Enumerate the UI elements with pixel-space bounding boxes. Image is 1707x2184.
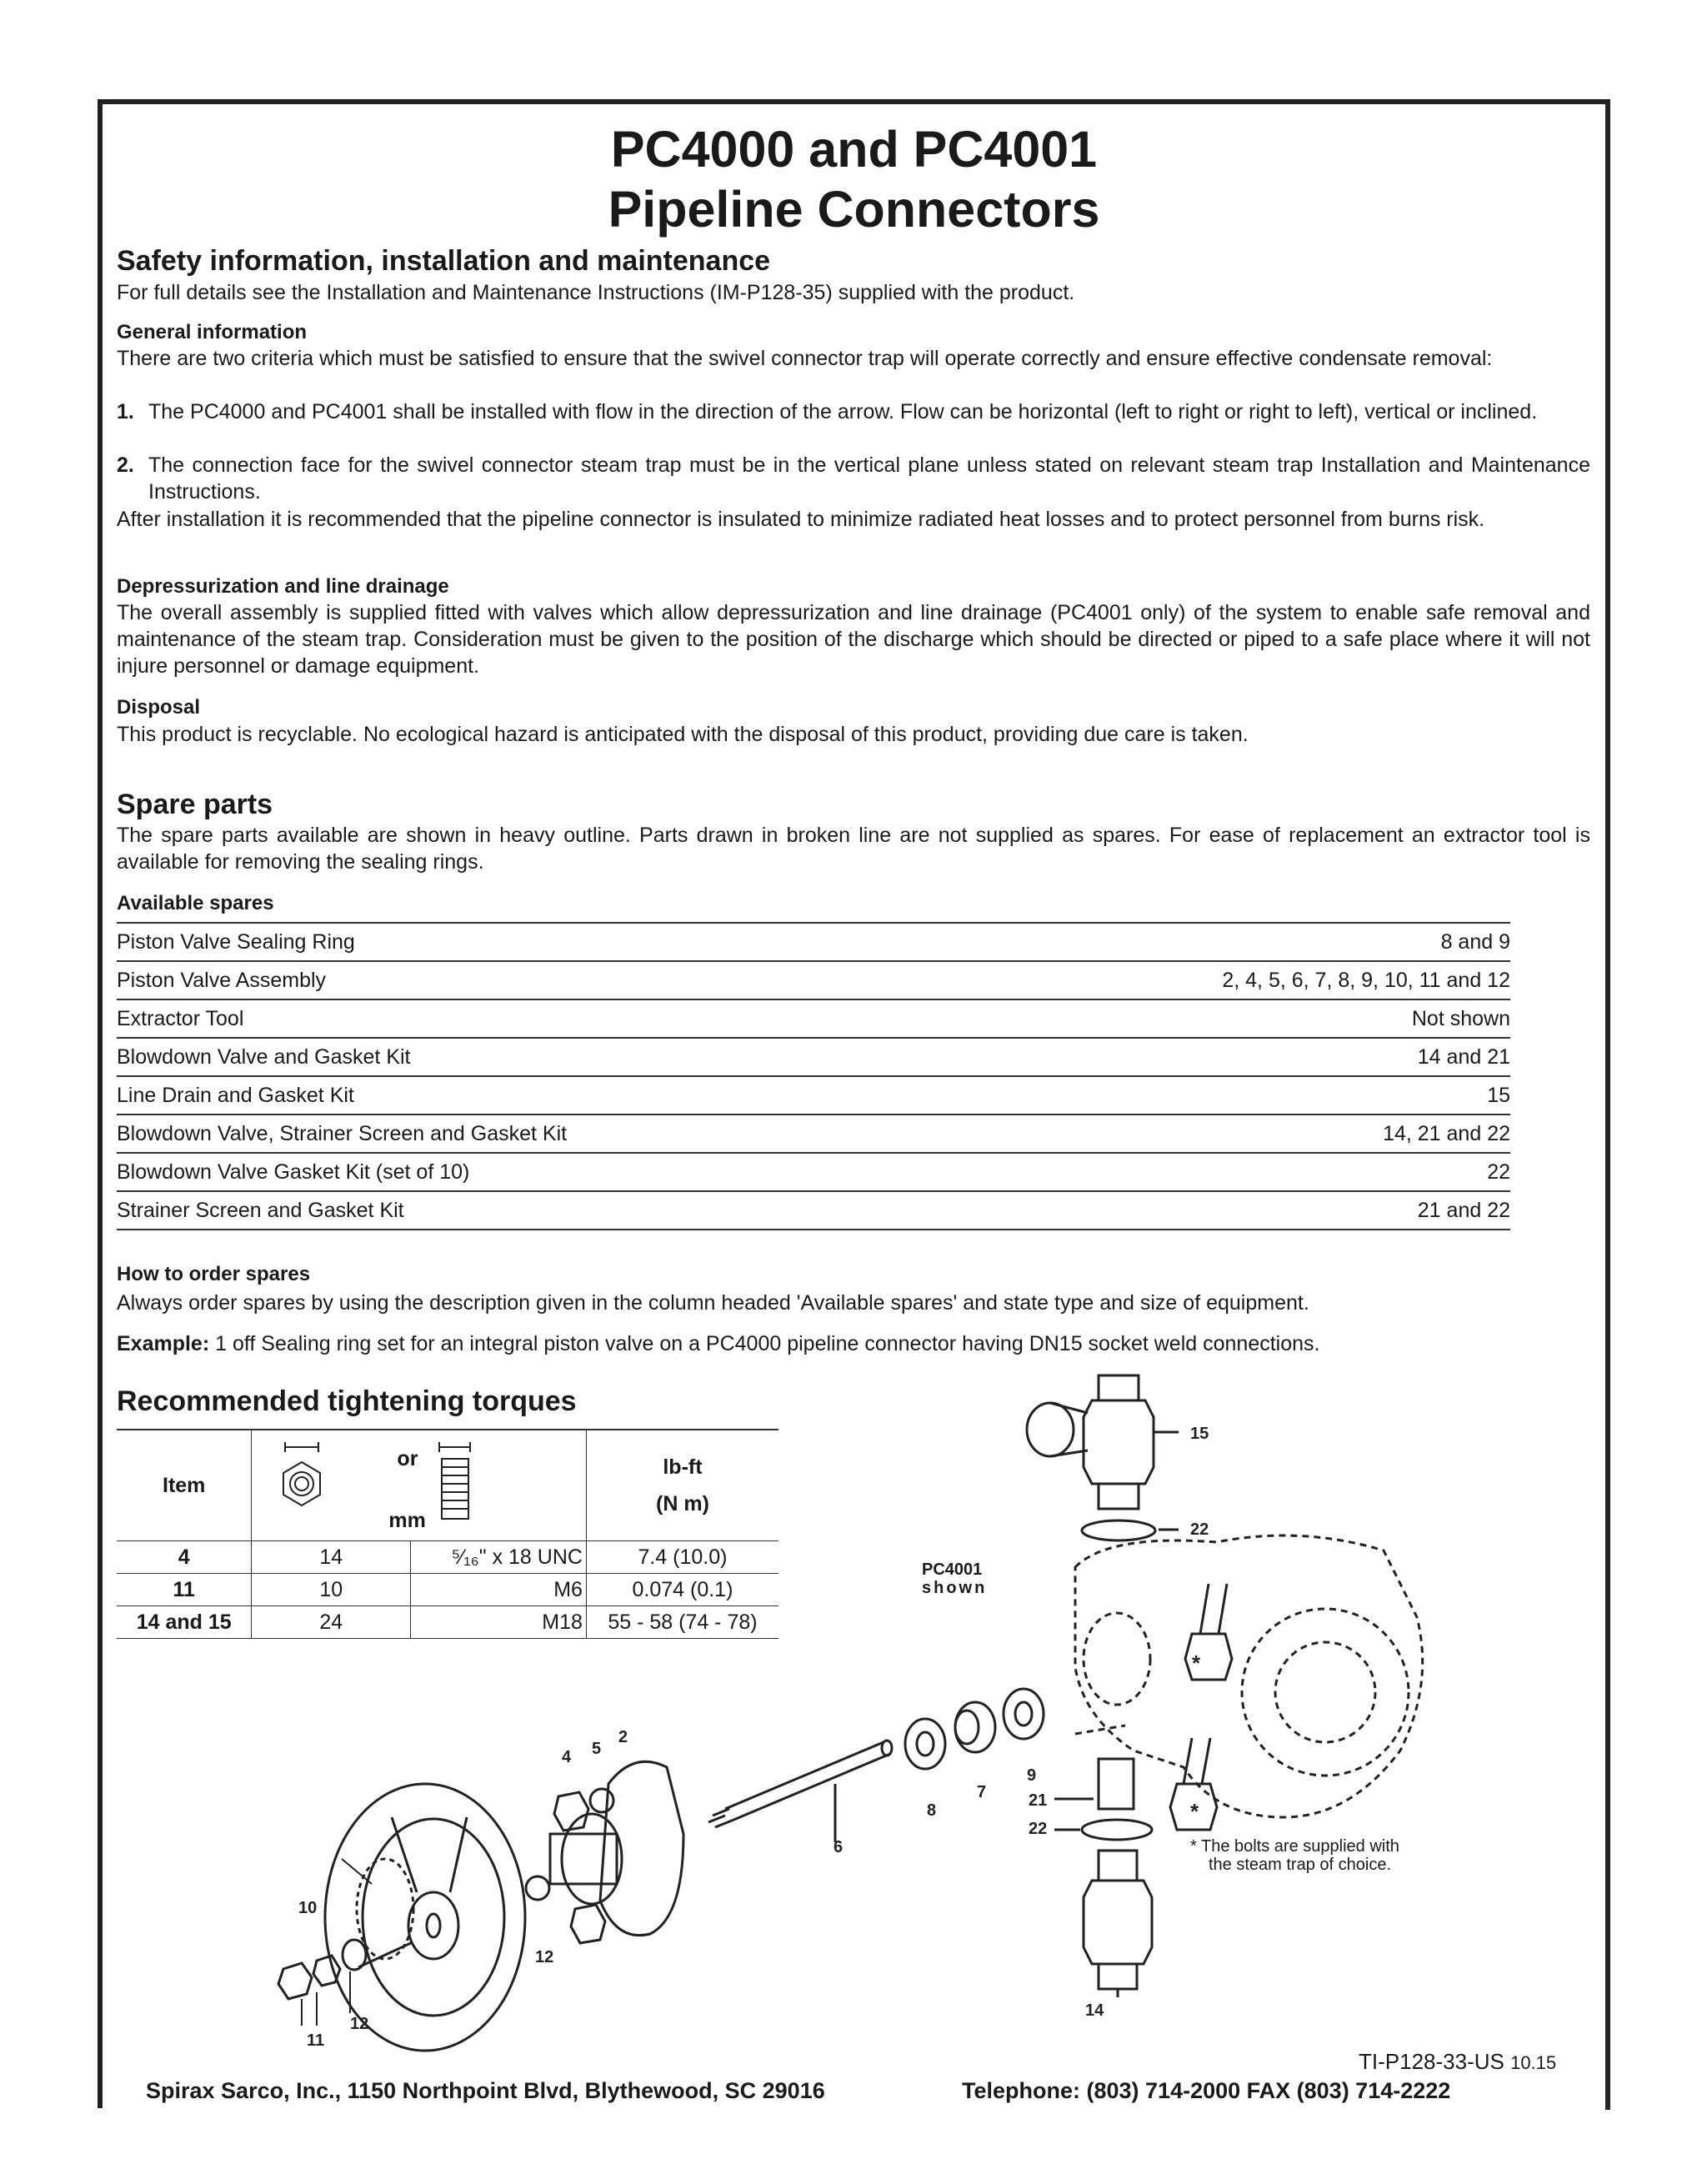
spare-name: Piston Valve Sealing Ring: [117, 923, 967, 961]
connector-body-outline: [1075, 1535, 1423, 1817]
header-mm: mm: [388, 1509, 426, 1532]
pc4001-shown-label: [922, 1560, 987, 1597]
document-title-line2: Pipeline Connectors: [608, 181, 1100, 238]
nut-11-small: [313, 1956, 340, 1986]
torque-thread: ⁵⁄₁₆" x 18 UNC: [411, 1541, 587, 1574]
label-15: 15: [1190, 1425, 1209, 1443]
safety-intro: For full details see the Installation and Maintenance Instructions (IM-P128-35) supplied with the product.: [117, 281, 1075, 304]
depressurization-text: The overall assembly is supplied fitted with valves which allow depressurization and line drainage (PC4001 only) of the system to enable safe removal and maintenance of the steam trap. Consideration must be given to the position of the discharge which should be directed or piped to a safe place where it will not injure personnel or damage equipment.: [117, 601, 1590, 678]
spare-parts-numbers: 2, 4, 5, 6, 7, 8, 9, 10, 11 and 12: [967, 961, 1510, 999]
spare-parts-numbers: 14, 21 and 22: [967, 1115, 1510, 1153]
torque-value: 55 - 58 (74 - 78): [586, 1606, 778, 1639]
label-star-upper: *: [1192, 1651, 1201, 1676]
general-info-text: There are two criteria which must be satisfied to ensure that the swivel connector trap will operate correctly and ensure effective condensate removal:: [117, 347, 1493, 370]
spare-parts-numbers: Not shown: [967, 999, 1510, 1038]
washer-12-lower: [343, 1940, 366, 1970]
header-or: or: [397, 1447, 418, 1470]
shown-line1: PC4001: [922, 1560, 983, 1579]
document-title-line1: PC4000 and PC4001: [610, 121, 1098, 178]
header-nm: (N m): [656, 1492, 709, 1515]
header-lbft: lb-ft: [663, 1455, 703, 1479]
valve-stem-6: [708, 1741, 892, 1842]
torque-thread: M18: [411, 1606, 587, 1639]
spare-parts-heading: Spare parts: [117, 789, 273, 820]
label-4: 4: [562, 1748, 572, 1766]
label-7: 7: [977, 1783, 987, 1801]
label-12-mid: 12: [535, 1948, 554, 1966]
note-line2: the steam trap of choice.: [1209, 1856, 1392, 1874]
disposal-text: This product is recyclable. No ecological hazard is anticipated with the disposal of this product, providing due care is taken.: [117, 723, 1249, 746]
after-installation-text: After installation it is recommended that the pipeline connector is insulated to minimize radiated heat losses and to protect personnel from burns risk.: [117, 508, 1485, 531]
spare-parts-numbers: 15: [967, 1076, 1510, 1115]
washer-12-mid: [526, 1876, 549, 1900]
criteria-text: The PC4000 and PC4001 shall be installed with flow in the direction of the arrow. Flow can be horizontal (left to right or right to left), vertical or inclined.: [148, 400, 1538, 423]
spare-name: Extractor Tool: [117, 999, 967, 1038]
spare-parts-numbers: 22: [967, 1153, 1510, 1191]
doc-date: 10.15: [1510, 2052, 1557, 2073]
torque-item: 11: [117, 1574, 252, 1606]
handwheel-10: [325, 1784, 525, 2051]
strainer-screen-21: [1099, 1759, 1134, 1809]
spare-name: Strainer Screen and Gasket Kit: [117, 1191, 967, 1230]
torque-mm: 10: [252, 1574, 411, 1606]
label-22-lower: 22: [1029, 1820, 1048, 1838]
spare-parts-intro: The spare parts available are shown in heavy outline. Parts drawn in broken line are not supplied as spares. For ease of replacement an extractor tool is available for removing the sealing rings.: [117, 824, 1590, 874]
doc-code-text: TI-P128-33-US: [1359, 2049, 1504, 2074]
leader-10: [342, 1859, 372, 1884]
label-12-lower: 12: [350, 2015, 369, 2033]
torque-item: 4: [117, 1541, 252, 1574]
example-text: 1 off Sealing ring set for an integral piston valve on a PC4000 pipeline connector having DN15 socket weld connections.: [215, 1332, 1320, 1355]
line-drain-valve-drawing: [1027, 1375, 1179, 1509]
spare-parts-numbers: 14 and 21: [967, 1038, 1510, 1076]
general-info-heading: General information: [117, 321, 308, 343]
label-21: 21: [1029, 1791, 1048, 1810]
sealing-ring-8: [905, 1719, 945, 1769]
label-9: 9: [1027, 1766, 1037, 1785]
sealing-ring-9: [1004, 1689, 1044, 1739]
piston-valve-7: [955, 1702, 995, 1752]
order-spares-heading: How to order spares: [117, 1263, 311, 1285]
spare-name: Blowdown Valve, Strainer Screen and Gasket Kit: [117, 1115, 967, 1153]
bonnet-flange-2: [550, 1761, 683, 1935]
footer-telephone: Telephone: (803) 714-2000 FAX (803) 714-2222: [962, 2078, 1451, 2103]
torque-mm: 24: [252, 1606, 411, 1639]
gasket-22-upper: [1082, 1520, 1155, 1540]
label-14: 14: [1085, 2001, 1104, 2020]
bolts-note: [1190, 1837, 1399, 1874]
washer-5: [590, 1789, 613, 1812]
nut-11: [278, 1963, 312, 1999]
example-label: Example:: [117, 1332, 210, 1355]
document-code: [1359, 2049, 1556, 2075]
order-spares-text: Always order spares by using the description given in the column headed 'Available spares' and state type and size of equipment.: [117, 1291, 1309, 1315]
criteria-number: 1.: [117, 400, 134, 423]
label-8: 8: [927, 1801, 937, 1820]
torque-item: 14 and 15: [117, 1606, 252, 1639]
torque-value: 7.4 (10.0): [586, 1541, 778, 1574]
label-5: 5: [592, 1740, 602, 1758]
gasket-22-lower: [1082, 1820, 1152, 1840]
note-line1: * The bolts are supplied with: [1190, 1837, 1399, 1856]
spare-name: Piston Valve Assembly: [117, 961, 967, 999]
label-11: 11: [307, 2031, 325, 2050]
depressurization-heading: Depressurization and line drainage: [117, 575, 449, 598]
criteria-text: The connection face for the swivel connector steam trap must be in the vertical plane unless stated on relevant steam trap Installation and Maintenance Instructions.: [148, 453, 1590, 503]
spare-parts-numbers: 8 and 9: [967, 923, 1510, 961]
label-10: 10: [298, 1899, 318, 1917]
criteria-number: 2.: [117, 453, 134, 477]
torques-heading: Recommended tightening torques: [117, 1385, 577, 1417]
label-22-upper: 22: [1190, 1520, 1209, 1539]
footer-address: Spirax Sarco, Inc., 1150 Northpoint Blvd, Blythewood, SC 29016: [146, 2078, 825, 2103]
nut-lower: [571, 1905, 605, 1943]
spare-name: Line Drain and Gasket Kit: [117, 1076, 967, 1115]
available-spares-heading: Available spares: [117, 892, 274, 914]
torque-mm: 14: [252, 1541, 411, 1574]
torque-thread: M6: [411, 1574, 587, 1606]
spare-name: Blowdown Valve Gasket Kit (set of 10): [117, 1153, 967, 1191]
torque-value: 0.074 (0.1): [586, 1574, 778, 1606]
shown-line2: shown: [922, 1579, 988, 1597]
spare-name: Blowdown Valve and Gasket Kit: [117, 1038, 967, 1076]
spare-parts-numbers: 21 and 22: [967, 1191, 1510, 1230]
blowdown-valve-drawing: [1084, 1851, 1152, 1997]
disposal-heading: Disposal: [117, 696, 201, 719]
label-star-lower: *: [1190, 1799, 1199, 1824]
header-item-label: Item: [163, 1473, 206, 1497]
label-2: 2: [618, 1728, 628, 1746]
label-6: 6: [833, 1838, 843, 1856]
safety-heading: Safety information, installation and maintenance: [117, 245, 771, 277]
